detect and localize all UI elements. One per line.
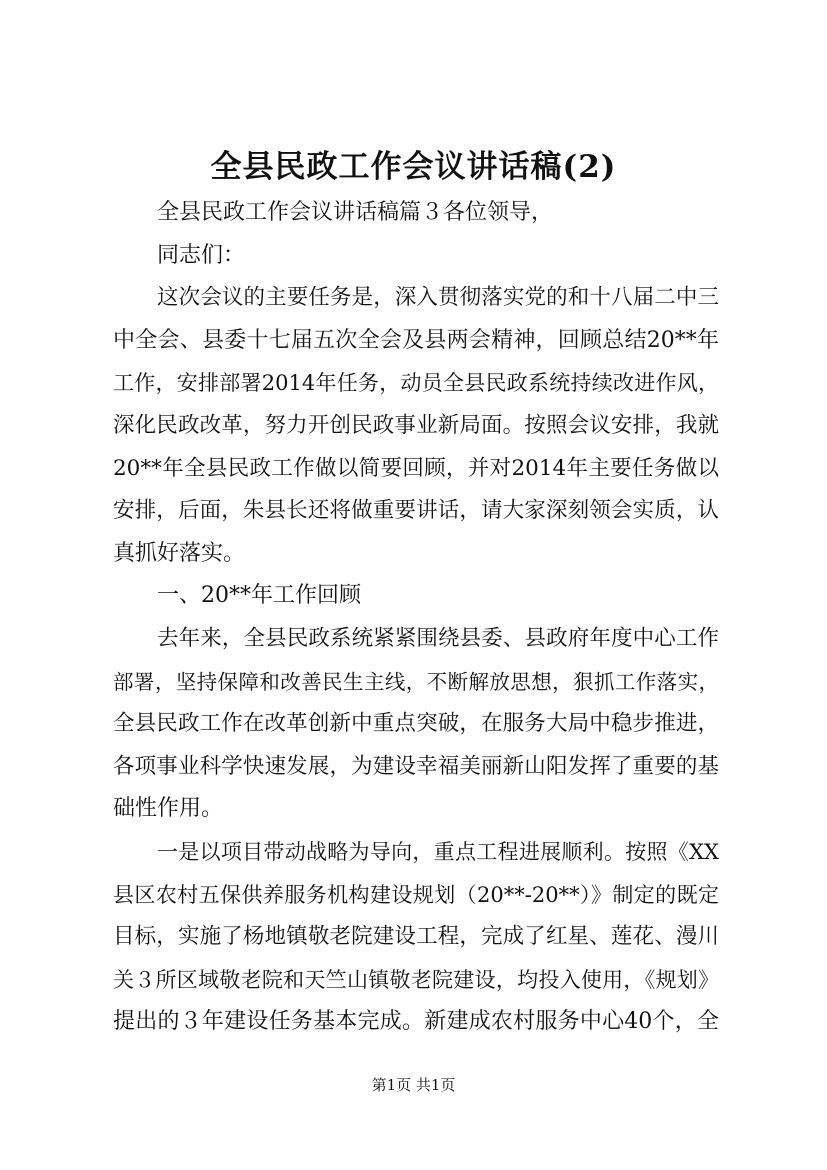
text-line: 全县民政工作在改革创新中重点突破，在服务大局中稳步推进，: [113, 711, 719, 737]
document-body: [113, 192, 719, 1044]
text-line: 县区农村五保供养服务机构建设规划（20**-20**）》制定的既定: [113, 882, 719, 907]
text-line: 深化民政改革，努力开创民政事业新局面。按照会议安排，我就: [113, 412, 719, 438]
text-line: 去年来，全县民政系统紧紧围绕县委、县政府年度中心工作: [157, 625, 719, 651]
text-line: 提出的３年建设任务基本完成。新建成农村服务中心40个，全: [113, 1009, 719, 1035]
text-line: 部署，坚持保障和改善民生主线，不断解放思想，狠抓工作落实，: [113, 669, 719, 694]
document-title: 全县民政工作会议讲话稿(2): [210, 149, 617, 185]
text-line: 20**年全县民政工作做以简要回顾，并对2014年主要任务做以: [113, 455, 719, 481]
text-line: 关３所区域敬老院和天竺山镇敬老院建设，均投入使用，《规划》: [113, 967, 719, 992]
text-line: 真抓好落实。: [113, 540, 246, 566]
text-line: 目标，实施了杨地镇敬老院建设工程，完成了红星、莲花、漫川: [113, 924, 719, 950]
text-line: 全县民政工作会议讲话稿篇３各位领导，: [157, 200, 554, 225]
text-line: 这次会议的主要任务是，深入贯彻落实党的和十八届二中三: [157, 285, 719, 311]
text-line: 工作，安排部署2014年任务，动员全县民政系统持续改进作风，: [113, 371, 719, 396]
text-line: 各项事业科学快速发展，为建设幸福美丽新山阳发挥了重要的基: [113, 753, 719, 779]
text-line: 一是以项目带动战略为导向，重点工程进展顺利。按照《XX: [157, 839, 719, 864]
text-line: 一、20**年工作回顾: [157, 583, 361, 609]
text-line: 中全会、县委十七届五次全会及县两会精神，回顾总结20**年: [113, 327, 719, 353]
text-line: 同志们：: [157, 242, 246, 268]
text-line: 安排，后面，朱县长还将做重要讲话，请大家深刻领会实质，认: [113, 498, 719, 524]
text-line: 础性作用。: [113, 796, 224, 822]
page-footer: 第1页 共1页: [371, 1076, 456, 1094]
